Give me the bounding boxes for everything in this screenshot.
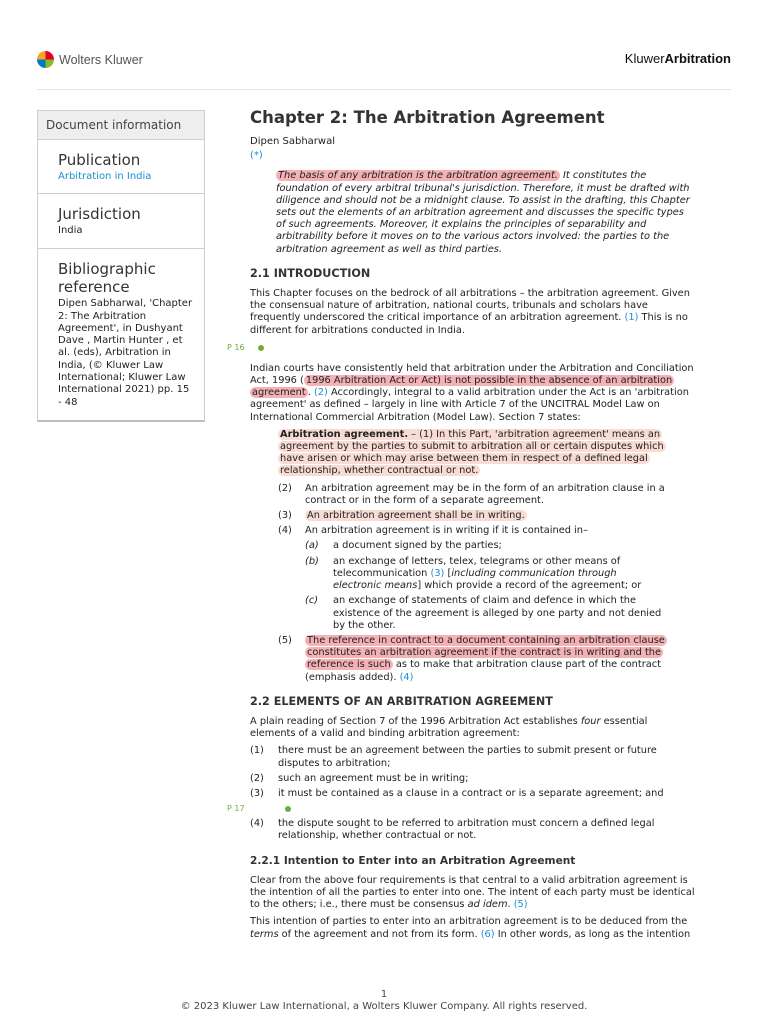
list-item: [250, 773, 696, 785]
section-2-2-1-heading: 2.2.1 Intention to Enter into an Arbitration Agreement: [250, 854, 576, 867]
paragraph: [250, 875, 696, 912]
page-marker: [227, 342, 696, 354]
item-text: An arbitration agreement may be in the form of an arbitration clause in a contract or in the form of a separate agreement.: [305, 482, 665, 506]
quote-item: [278, 483, 668, 507]
bibliographic-section: [38, 249, 204, 420]
list-item: [250, 745, 696, 769]
publication-title: Publication: [58, 151, 141, 169]
author-name: Dipen Sabharwal: [250, 136, 335, 147]
item-text: such an agreement must be in writing;: [278, 772, 469, 784]
item-number: (3): [278, 510, 292, 522]
item-number: (1): [250, 745, 264, 757]
sub-item: [305, 595, 668, 632]
logo-text: Wolters Kluwer: [59, 52, 143, 67]
quote-item: [278, 525, 668, 537]
footnote-link[interactable]: (5): [513, 899, 528, 911]
document-body: [227, 108, 696, 946]
list-item: [250, 788, 696, 800]
paragraph: [250, 716, 696, 740]
paragraph: [250, 916, 696, 940]
text: This Chapter focuses on the bedrock of all arbitrations – the arbitration agreement. Given the consensual nature of arbitration, national courts, tribunals and scholars have frequently underscored the critical importance of an arbitration agreement.: [250, 288, 690, 324]
text: Clear from the above four requirements is that central to a valid arbitration agreement is the intention of all the parties to enter into one. The intent of each party must be identical to the others; i.e., there must be consensus: [250, 874, 695, 911]
list-item: [250, 818, 696, 842]
bibliographic-title-1: Bibliographic: [58, 260, 156, 279]
item-text: it must be contained as a clause in a contract or is a separate agreement; and: [278, 787, 664, 799]
page-marker-dot: [258, 345, 264, 351]
jurisdiction-value: India: [58, 225, 83, 236]
item-text: An arbitration agreement is in writing if it is contained in–: [305, 525, 588, 537]
abstract-text: It constitutes the foundation of every arbitral tribunal's jurisdiction. Therefore, it must be drafted with diligence and should not be a midnight clause. To assist in the drafting, this Chapter sets out the elements of an arbitration agreement and discusses the specific types of such agreements. Moreover, it explains the principles of separability and arbitrability before it moves on to the various actors involved: the parties to the arbitration agreement as well as third parties.: [276, 170, 690, 255]
text: as to make that arbitration clause part of the contract (emphasis added).: [305, 659, 661, 683]
text: an exchange of letters, telex, telegrams or other means of telecommunication: [333, 555, 621, 579]
sub-item: [305, 556, 668, 593]
item-letter: (a): [305, 540, 319, 552]
item-text: the dispute sought to be referred to arbitration must concern a defined legal relationship, whether contractual or not.: [278, 818, 655, 842]
page-marker: [227, 803, 696, 815]
kluwer-arbitration-brand[interactable]: [625, 51, 731, 66]
page-marker-dot: [285, 806, 291, 812]
text: Indian courts have consistently held that arbitration under the Arbitration and Conciliation Act, 1996 (: [250, 362, 694, 387]
italic-text: four: [580, 715, 601, 727]
bibliographic-reference-text: Dipen Sabharwal, 'Chapter 2: The Arbitration Agreement', in Dushyant Dave , Martin Hunter , et al. (eds), Arbitration in India, (© Kluwer Law International; Kluwer Law International 2021) pp. 15 - 48: [58, 298, 193, 408]
italic-text: terms: [250, 928, 279, 940]
item-text: a document signed by the parties;: [333, 540, 502, 552]
sub-item: [305, 540, 668, 552]
quote-item: [278, 635, 668, 684]
publication-link[interactable]: Arbitration in India: [58, 171, 152, 182]
document-info-panel: [37, 110, 205, 422]
text: This is no different for arbitrations conducted in India.: [250, 312, 688, 336]
copyright-notice: © 2023 Kluwer Law International, a Wolters Kluwer Company. All rights reserved.: [180, 1001, 588, 1012]
paragraph: [250, 363, 696, 424]
text: .: [507, 899, 514, 911]
highlight-text[interactable]: 1996 Arbitration Act or Act) is not possible in the absence of an arbitration agreement: [252, 375, 673, 399]
item-letter: (b): [305, 555, 319, 567]
text: of the agreement and not from its form.: [278, 928, 481, 940]
highlight-abstract[interactable]: The basis of any arbitration is the arbitration agreement.: [278, 170, 558, 182]
italic-text: ad idem: [467, 899, 508, 911]
paragraph: [250, 288, 696, 337]
document-info-heading: Document information: [38, 111, 204, 140]
text: – (1) In this Part, 'arbitration agreement' means an agreement by the parties to submit to arbitration all or certain disputes which have arisen or which may arise between them in respect of a defined legal relationship, whether contractual or not.: [280, 428, 664, 477]
footnote-link[interactable]: (2): [313, 387, 328, 399]
jurisdiction-title: Jurisdiction: [58, 205, 141, 223]
text: This intention of parties to enter into an arbitration agreement is to be deduced from the: [250, 916, 688, 928]
section-7-quote: [278, 429, 668, 684]
text: ] which provide a record of the agreement; or: [417, 580, 642, 592]
text: In other words, as long as the intention: [494, 928, 691, 940]
footnote-link[interactable]: (6): [480, 928, 495, 940]
text: Accordingly, integral to a valid arbitration under the Act is an 'arbitration agreement' as defined – largely in line with Article 7 of the UNCITRAL Model Law on International Commercial Arbitration (Model Law). Section 7 states:: [250, 387, 689, 423]
item-number: (2): [278, 482, 292, 494]
author-note-link[interactable]: (*): [250, 150, 263, 162]
item-letter: (c): [305, 595, 319, 607]
footnote-link[interactable]: (1): [624, 312, 639, 324]
text: A plain reading of Section 7 of the 1996 Arbitration Act establishes: [250, 715, 581, 727]
text: [: [444, 567, 452, 579]
item-number: (3): [250, 787, 264, 799]
page-marker-label: P 16: [227, 342, 245, 352]
section-2-2-heading: 2.2 ELEMENTS OF AN ARBITRATION AGREEMENT: [250, 694, 553, 708]
elements-list: [227, 745, 696, 842]
item-number: (2): [250, 772, 264, 784]
item-text: there must be an agreement between the parties to submit present or future disputes to arbitration;: [278, 745, 657, 769]
text: essential elements of a valid and binding arbitration agreement:: [250, 715, 648, 740]
jurisdiction-section: [38, 194, 204, 249]
highlight-quote[interactable]: [278, 429, 666, 477]
footnote-link[interactable]: (3): [430, 567, 445, 579]
page-number: 1: [380, 989, 388, 1000]
item-number: (5): [278, 634, 292, 646]
wolters-kluwer-logo-icon: [37, 51, 54, 68]
italic-text: including communication through electronic means: [333, 567, 617, 592]
quote-paragraph: [278, 429, 668, 478]
chapter-title: Chapter 2: The Arbitration Agreement: [250, 108, 605, 127]
item-number: (4): [250, 818, 264, 830]
brand-prefix: Kluwer: [624, 51, 665, 66]
chapter-abstract: [276, 170, 690, 255]
quote-bold: Arbitration agreement.: [280, 428, 409, 440]
item-text: an exchange of statements of claim and defence in which the existence of the agreement is alleged by one party and not denied by the other.: [333, 595, 662, 631]
header-divider: [37, 89, 731, 90]
bibliographic-title-2: reference: [58, 278, 130, 297]
page-marker-label: P 17: [227, 804, 245, 814]
text: .: [307, 387, 314, 399]
highlight-text[interactable]: An arbitration agreement shall be in writing.: [307, 510, 525, 522]
section-2-1-heading: 2.1 INTRODUCTION: [250, 266, 371, 280]
brand-bold: Arbitration: [664, 51, 731, 66]
highlight-text[interactable]: The reference in contract to a document containing an arbitration clause constitutes an arbitration agreement if the contract is in writing and the reference is such: [307, 634, 665, 671]
wolters-kluwer-logo[interactable]: [37, 51, 143, 68]
footnote-link[interactable]: (4): [399, 671, 414, 683]
sub-list: [305, 540, 668, 631]
publication-section: [38, 140, 204, 194]
item-number: (4): [278, 525, 292, 537]
quote-item: [278, 510, 668, 522]
